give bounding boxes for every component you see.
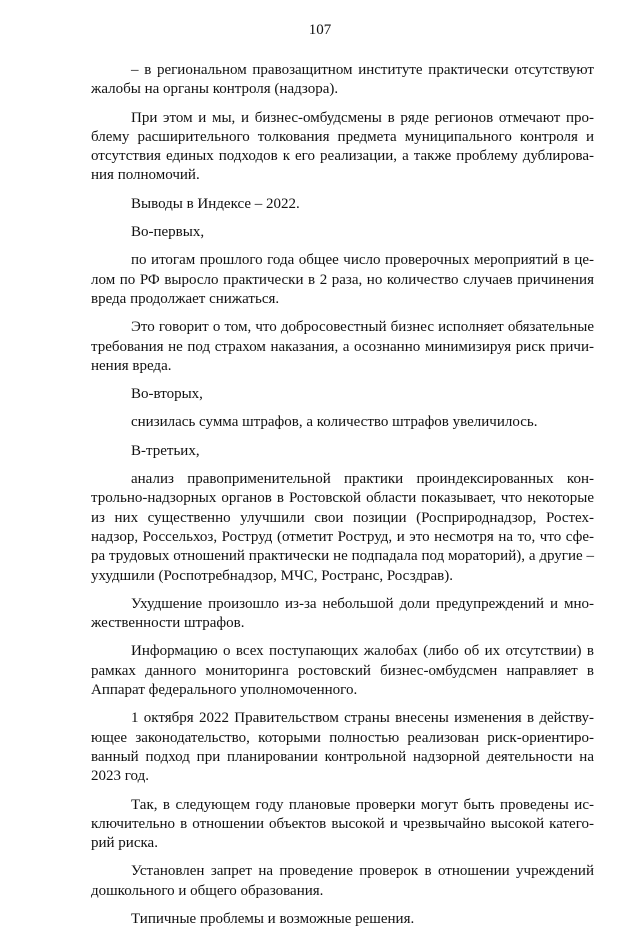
paragraph: анализ правоприменительной практики проиндексированных контрольно-надзорных органов в Ростовской области показывает, что некоторые из них существенно улучшили свои позиции (Росприроднадзор, Ростехнадзор, Россельхоз, Роструд (отметит Роструд, и это несмотря на то, что сфера трудовых отношений практически не подпадала под мораторий), а другие – ухудшили (Роспотребнадзор, МЧС, Ространс, Росздрав). — [91, 471, 594, 584]
document-body — [91, 61, 594, 938]
page-number: 107 — [308, 22, 332, 38]
paragraph: 1 октября 2022 Правительством страны внесены изменения в действующее законодательство, которыми полностью реализован риск-ориентированный подход при планировании контрольной надзорной деятельности на 2023 год. — [91, 710, 594, 785]
paragraph: Так, в следующем году плановые проверки могут быть проведены исключительно в отношении объектов высокой и чрезвычайно высокой категорий риска. — [91, 796, 594, 852]
paragraph: Выводы в Индексе – 2022. — [131, 195, 300, 212]
paragraph: Типичные проблемы и возможные решения. — [131, 910, 415, 927]
paragraph: Во-первых, — [131, 224, 205, 241]
paragraph: снизилась сумма штрафов, а количество штрафов увеличилось. — [131, 414, 538, 431]
paragraph: Информацию о всех поступающих жалобах (либо об их отсутствии) в рамках данного мониторинга ростовский бизнес-омбудсмен направляет в Аппарат федерального уполномоченного. — [91, 643, 594, 699]
paragraph: Это говорит о том, что добросовестный бизнес исполняет обязательные требования не под страхом наказания, а осознанно минимизируя риск причинения вреда. — [91, 319, 594, 374]
paragraph: Ухудшение произошло из-за небольшой доли предупреждений и множественности штрафов. — [91, 595, 594, 632]
paragraph: В-третьих, — [131, 442, 200, 459]
paragraph: – в региональном правозащитном институте практически отсутствуют жалобы на органы контроля (надзора). — [91, 62, 594, 98]
paragraph: Во-вторых, — [131, 386, 203, 403]
paragraph: Установлен запрет на проведение проверок в отношении учреждений дошкольного и общего образования. — [91, 863, 594, 899]
paragraph: по итогам прошлого года общее число проверочных мероприятий в целом по РФ выросло практически в 2 раза, но количество случаев причинения вреда продолжает снижаться. — [91, 252, 594, 307]
paragraph: При этом и мы, и бизнес-омбудсмены в ряде регионов отмечают проблему расширительного толкования предмета муниципального контроля и отсутствия единых подходов к его реализации, а также проблему дублирования полномочий. — [91, 109, 594, 184]
